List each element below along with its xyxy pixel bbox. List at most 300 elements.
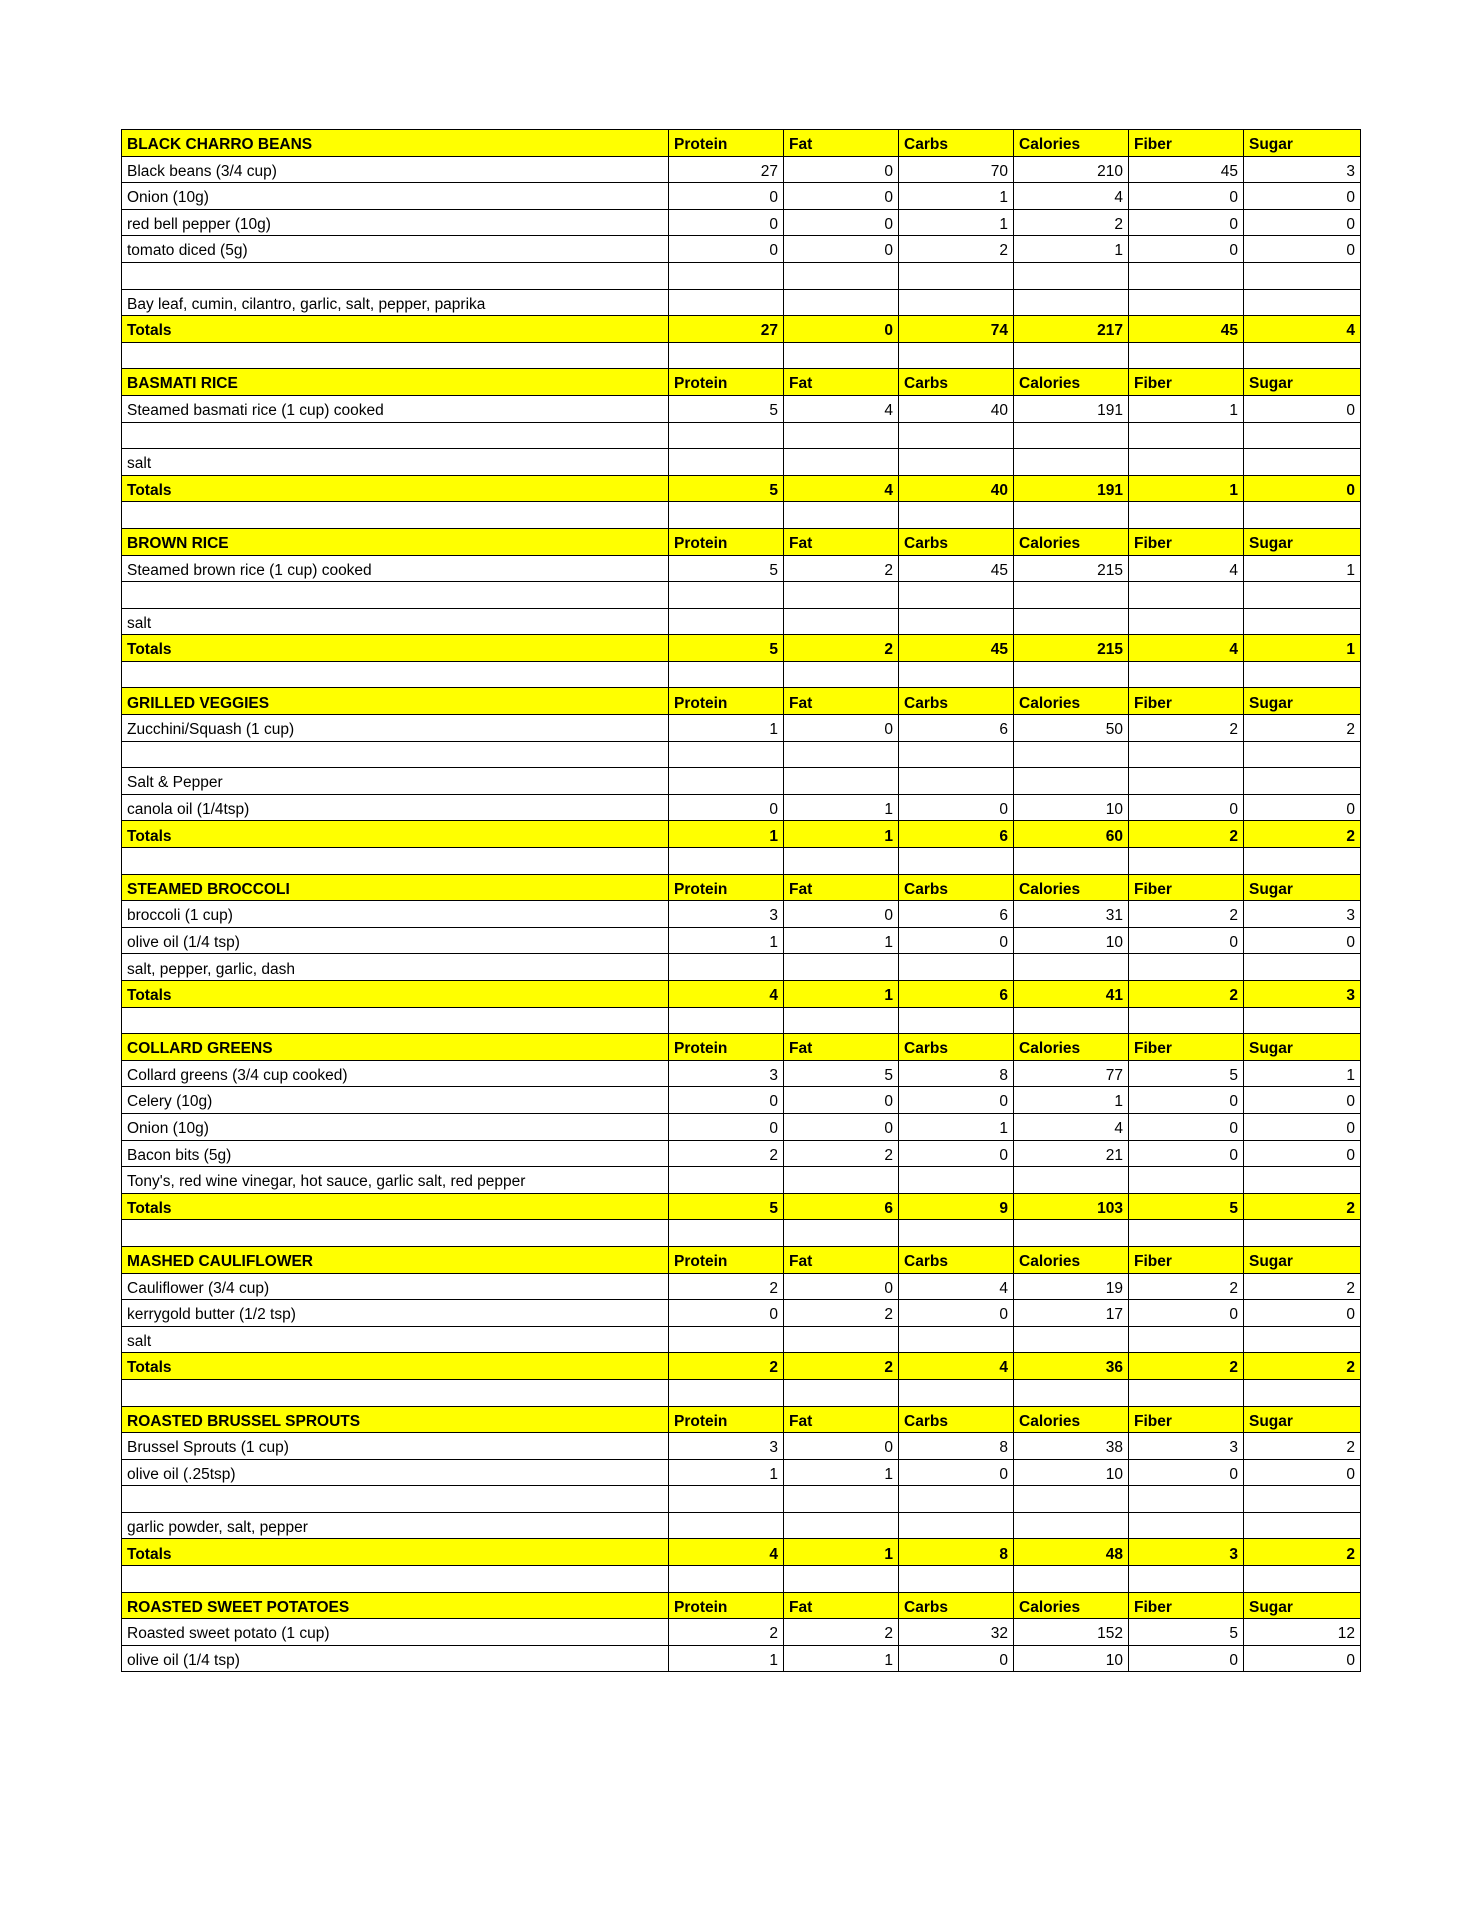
ingredient-name-cell[interactable]: Black beans (3/4 cup) xyxy=(122,156,669,183)
total-cell-calories[interactable]: 217 xyxy=(1014,316,1129,343)
value-cell-calories[interactable]: 210 xyxy=(1014,156,1129,183)
value-cell-sugar[interactable]: 0 xyxy=(1244,236,1361,263)
total-cell-carbs[interactable]: 9 xyxy=(899,1193,1014,1220)
value-cell-fat[interactable]: 1 xyxy=(784,927,899,954)
value-cell-fat[interactable] xyxy=(784,582,899,609)
value-cell-fiber[interactable]: 0 xyxy=(1129,1113,1244,1140)
empty-cell[interactable] xyxy=(122,1220,669,1247)
totals-label[interactable]: Totals xyxy=(122,635,669,662)
value-cell-calories[interactable]: 2 xyxy=(1014,209,1129,236)
value-cell-calories[interactable]: 77 xyxy=(1014,1060,1129,1087)
totals-label[interactable]: Totals xyxy=(122,1193,669,1220)
empty-cell[interactable] xyxy=(669,342,784,369)
value-cell-carbs[interactable] xyxy=(899,289,1014,316)
ingredient-name-cell[interactable]: salt xyxy=(122,449,669,476)
value-cell-fiber[interactable]: 0 xyxy=(1129,1087,1244,1114)
total-cell-fiber[interactable]: 45 xyxy=(1129,316,1244,343)
column-header-calories[interactable]: Calories xyxy=(1014,130,1129,157)
empty-cell[interactable] xyxy=(122,342,669,369)
empty-cell[interactable] xyxy=(899,1379,1014,1406)
value-cell-sugar[interactable]: 0 xyxy=(1244,927,1361,954)
column-header-protein[interactable]: Protein xyxy=(669,369,784,396)
value-cell-fat[interactable]: 1 xyxy=(784,1459,899,1486)
value-cell-sugar[interactable] xyxy=(1244,449,1361,476)
empty-cell[interactable] xyxy=(1014,342,1129,369)
value-cell-fiber[interactable]: 0 xyxy=(1129,1300,1244,1327)
total-cell-fat[interactable]: 1 xyxy=(784,821,899,848)
value-cell-fat[interactable] xyxy=(784,608,899,635)
column-header-carbs[interactable]: Carbs xyxy=(899,1246,1014,1273)
ingredient-name-cell[interactable]: Collard greens (3/4 cup cooked) xyxy=(122,1060,669,1087)
empty-cell[interactable] xyxy=(1244,1220,1361,1247)
value-cell-protein[interactable]: 5 xyxy=(669,395,784,422)
value-cell-fiber[interactable]: 0 xyxy=(1129,1459,1244,1486)
value-cell-fiber[interactable]: 0 xyxy=(1129,183,1244,210)
totals-label[interactable]: Totals xyxy=(122,316,669,343)
ingredient-name-cell[interactable] xyxy=(122,422,669,449)
ingredient-name-cell[interactable]: Bay leaf, cumin, cilantro, garlic, salt, pepper, paprika xyxy=(122,289,669,316)
value-cell-sugar[interactable]: 12 xyxy=(1244,1619,1361,1646)
value-cell-fiber[interactable]: 3 xyxy=(1129,1433,1244,1460)
value-cell-carbs[interactable] xyxy=(899,1486,1014,1513)
value-cell-fat[interactable] xyxy=(784,262,899,289)
value-cell-fat[interactable] xyxy=(784,768,899,795)
value-cell-calories[interactable]: 10 xyxy=(1014,927,1129,954)
column-header-sugar[interactable]: Sugar xyxy=(1244,528,1361,555)
total-cell-fiber[interactable]: 4 xyxy=(1129,635,1244,662)
total-cell-carbs[interactable]: 45 xyxy=(899,635,1014,662)
ingredient-name-cell[interactable]: garlic powder, salt, pepper xyxy=(122,1512,669,1539)
section-title[interactable]: ROASTED BRUSSEL SPROUTS xyxy=(122,1406,669,1433)
value-cell-sugar[interactable] xyxy=(1244,768,1361,795)
column-header-calories[interactable]: Calories xyxy=(1014,1592,1129,1619)
value-cell-calories[interactable]: 1 xyxy=(1014,1087,1129,1114)
value-cell-carbs[interactable]: 1 xyxy=(899,209,1014,236)
empty-cell[interactable] xyxy=(784,848,899,875)
value-cell-calories[interactable] xyxy=(1014,1326,1129,1353)
value-cell-fiber[interactable]: 4 xyxy=(1129,555,1244,582)
value-cell-fat[interactable]: 1 xyxy=(784,794,899,821)
ingredient-name-cell[interactable]: kerrygold butter (1/2 tsp) xyxy=(122,1300,669,1327)
value-cell-calories[interactable] xyxy=(1014,262,1129,289)
value-cell-fiber[interactable] xyxy=(1129,449,1244,476)
value-cell-carbs[interactable]: 32 xyxy=(899,1619,1014,1646)
empty-cell[interactable] xyxy=(1244,661,1361,688)
value-cell-fiber[interactable]: 0 xyxy=(1129,794,1244,821)
value-cell-carbs[interactable]: 4 xyxy=(899,1273,1014,1300)
column-header-carbs[interactable]: Carbs xyxy=(899,874,1014,901)
value-cell-sugar[interactable] xyxy=(1244,582,1361,609)
ingredient-name-cell[interactable]: Salt & Pepper xyxy=(122,768,669,795)
total-cell-fat[interactable]: 1 xyxy=(784,1539,899,1566)
column-header-sugar[interactable]: Sugar xyxy=(1244,688,1361,715)
value-cell-calories[interactable] xyxy=(1014,1167,1129,1194)
value-cell-protein[interactable] xyxy=(669,768,784,795)
value-cell-calories[interactable]: 4 xyxy=(1014,183,1129,210)
column-header-sugar[interactable]: Sugar xyxy=(1244,1246,1361,1273)
total-cell-protein[interactable]: 4 xyxy=(669,1539,784,1566)
value-cell-carbs[interactable] xyxy=(899,449,1014,476)
value-cell-fiber[interactable] xyxy=(1129,422,1244,449)
total-cell-fat[interactable]: 0 xyxy=(784,316,899,343)
value-cell-carbs[interactable] xyxy=(899,1326,1014,1353)
value-cell-fat[interactable]: 4 xyxy=(784,395,899,422)
ingredient-name-cell[interactable]: Steamed basmati rice (1 cup) cooked xyxy=(122,395,669,422)
column-header-fat[interactable]: Fat xyxy=(784,1034,899,1061)
value-cell-sugar[interactable]: 1 xyxy=(1244,555,1361,582)
empty-cell[interactable] xyxy=(669,1566,784,1593)
empty-cell[interactable] xyxy=(1129,848,1244,875)
column-header-fat[interactable]: Fat xyxy=(784,369,899,396)
value-cell-sugar[interactable] xyxy=(1244,1167,1361,1194)
column-header-fiber[interactable]: Fiber xyxy=(1129,528,1244,555)
column-header-fiber[interactable]: Fiber xyxy=(1129,130,1244,157)
value-cell-fat[interactable]: 2 xyxy=(784,1140,899,1167)
empty-cell[interactable] xyxy=(1014,502,1129,529)
value-cell-protein[interactable]: 3 xyxy=(669,1060,784,1087)
value-cell-carbs[interactable]: 0 xyxy=(899,1087,1014,1114)
total-cell-sugar[interactable]: 3 xyxy=(1244,981,1361,1008)
value-cell-fat[interactable]: 2 xyxy=(784,1619,899,1646)
ingredient-name-cell[interactable]: Tony's, red wine vinegar, hot sauce, garlic salt, red pepper xyxy=(122,1167,669,1194)
column-header-sugar[interactable]: Sugar xyxy=(1244,1034,1361,1061)
value-cell-calories[interactable]: 215 xyxy=(1014,555,1129,582)
section-title[interactable]: BROWN RICE xyxy=(122,528,669,555)
value-cell-fat[interactable] xyxy=(784,1326,899,1353)
total-cell-sugar[interactable]: 4 xyxy=(1244,316,1361,343)
total-cell-protein[interactable]: 1 xyxy=(669,821,784,848)
column-header-carbs[interactable]: Carbs xyxy=(899,1034,1014,1061)
column-header-calories[interactable]: Calories xyxy=(1014,688,1129,715)
value-cell-calories[interactable] xyxy=(1014,422,1129,449)
empty-cell[interactable] xyxy=(669,661,784,688)
value-cell-calories[interactable]: 31 xyxy=(1014,901,1129,928)
value-cell-calories[interactable]: 19 xyxy=(1014,1273,1129,1300)
column-header-protein[interactable]: Protein xyxy=(669,1034,784,1061)
ingredient-name-cell[interactable]: olive oil (1/4 tsp) xyxy=(122,927,669,954)
column-header-fat[interactable]: Fat xyxy=(784,528,899,555)
ingredient-name-cell[interactable]: canola oil (1/4tsp) xyxy=(122,794,669,821)
ingredient-name-cell[interactable] xyxy=(122,262,669,289)
value-cell-protein[interactable]: 0 xyxy=(669,209,784,236)
value-cell-protein[interactable]: 1 xyxy=(669,927,784,954)
empty-cell[interactable] xyxy=(899,502,1014,529)
value-cell-fat[interactable]: 2 xyxy=(784,555,899,582)
total-cell-fiber[interactable]: 2 xyxy=(1129,821,1244,848)
value-cell-carbs[interactable]: 0 xyxy=(899,927,1014,954)
total-cell-carbs[interactable]: 6 xyxy=(899,981,1014,1008)
empty-cell[interactable] xyxy=(784,661,899,688)
value-cell-protein[interactable]: 2 xyxy=(669,1140,784,1167)
value-cell-sugar[interactable]: 0 xyxy=(1244,1140,1361,1167)
empty-cell[interactable] xyxy=(1129,1220,1244,1247)
column-header-calories[interactable]: Calories xyxy=(1014,369,1129,396)
value-cell-protein[interactable]: 0 xyxy=(669,1300,784,1327)
empty-cell[interactable] xyxy=(1129,1379,1244,1406)
total-cell-calories[interactable]: 191 xyxy=(1014,475,1129,502)
column-header-calories[interactable]: Calories xyxy=(1014,1246,1129,1273)
value-cell-sugar[interactable] xyxy=(1244,954,1361,981)
value-cell-fat[interactable]: 0 xyxy=(784,183,899,210)
empty-cell[interactable] xyxy=(1129,1007,1244,1034)
value-cell-sugar[interactable]: 3 xyxy=(1244,901,1361,928)
value-cell-fat[interactable]: 0 xyxy=(784,1087,899,1114)
value-cell-fiber[interactable]: 1 xyxy=(1129,395,1244,422)
ingredient-name-cell[interactable]: Bacon bits (5g) xyxy=(122,1140,669,1167)
value-cell-protein[interactable]: 1 xyxy=(669,1459,784,1486)
value-cell-calories[interactable]: 50 xyxy=(1014,715,1129,742)
value-cell-carbs[interactable] xyxy=(899,582,1014,609)
value-cell-fat[interactable]: 0 xyxy=(784,1273,899,1300)
empty-cell[interactable] xyxy=(122,502,669,529)
value-cell-fiber[interactable]: 5 xyxy=(1129,1619,1244,1646)
total-cell-calories[interactable]: 60 xyxy=(1014,821,1129,848)
ingredient-name-cell[interactable]: red bell pepper (10g) xyxy=(122,209,669,236)
value-cell-fiber[interactable]: 0 xyxy=(1129,209,1244,236)
ingredient-name-cell[interactable] xyxy=(122,1486,669,1513)
value-cell-fiber[interactable]: 2 xyxy=(1129,715,1244,742)
value-cell-carbs[interactable] xyxy=(899,1167,1014,1194)
total-cell-fiber[interactable]: 1 xyxy=(1129,475,1244,502)
value-cell-carbs[interactable] xyxy=(899,768,1014,795)
value-cell-carbs[interactable]: 0 xyxy=(899,794,1014,821)
value-cell-fiber[interactable] xyxy=(1129,768,1244,795)
totals-label[interactable]: Totals xyxy=(122,1539,669,1566)
column-header-sugar[interactable]: Sugar xyxy=(1244,874,1361,901)
column-header-carbs[interactable]: Carbs xyxy=(899,369,1014,396)
empty-cell[interactable] xyxy=(1244,1566,1361,1593)
totals-label[interactable]: Totals xyxy=(122,1353,669,1380)
value-cell-fiber[interactable]: 2 xyxy=(1129,1273,1244,1300)
value-cell-protein[interactable]: 0 xyxy=(669,1113,784,1140)
empty-cell[interactable] xyxy=(669,1220,784,1247)
empty-cell[interactable] xyxy=(122,848,669,875)
ingredient-name-cell[interactable]: Onion (10g) xyxy=(122,183,669,210)
totals-label[interactable]: Totals xyxy=(122,821,669,848)
value-cell-calories[interactable]: 191 xyxy=(1014,395,1129,422)
empty-cell[interactable] xyxy=(1014,1379,1129,1406)
column-header-sugar[interactable]: Sugar xyxy=(1244,1592,1361,1619)
total-cell-calories[interactable]: 48 xyxy=(1014,1539,1129,1566)
empty-cell[interactable] xyxy=(1129,1566,1244,1593)
section-title[interactable]: BASMATI RICE xyxy=(122,369,669,396)
total-cell-fat[interactable]: 2 xyxy=(784,635,899,662)
value-cell-sugar[interactable]: 0 xyxy=(1244,1300,1361,1327)
value-cell-fat[interactable]: 0 xyxy=(784,236,899,263)
section-title[interactable]: STEAMED BROCCOLI xyxy=(122,874,669,901)
column-header-fiber[interactable]: Fiber xyxy=(1129,1034,1244,1061)
value-cell-protein[interactable] xyxy=(669,954,784,981)
empty-cell[interactable] xyxy=(784,342,899,369)
value-cell-sugar[interactable]: 2 xyxy=(1244,715,1361,742)
total-cell-fat[interactable]: 4 xyxy=(784,475,899,502)
empty-cell[interactable] xyxy=(669,502,784,529)
value-cell-protein[interactable]: 2 xyxy=(669,1619,784,1646)
total-cell-fat[interactable]: 6 xyxy=(784,1193,899,1220)
value-cell-fiber[interactable] xyxy=(1129,608,1244,635)
column-header-carbs[interactable]: Carbs xyxy=(899,1406,1014,1433)
empty-cell[interactable] xyxy=(899,342,1014,369)
total-cell-carbs[interactable]: 40 xyxy=(899,475,1014,502)
total-cell-sugar[interactable]: 2 xyxy=(1244,1353,1361,1380)
value-cell-sugar[interactable]: 0 xyxy=(1244,395,1361,422)
column-header-carbs[interactable]: Carbs xyxy=(899,688,1014,715)
total-cell-fiber[interactable]: 2 xyxy=(1129,981,1244,1008)
section-title[interactable]: BLACK CHARRO BEANS xyxy=(122,130,669,157)
ingredient-name-cell[interactable]: Cauliflower (3/4 cup) xyxy=(122,1273,669,1300)
total-cell-protein[interactable]: 5 xyxy=(669,635,784,662)
column-header-fat[interactable]: Fat xyxy=(784,130,899,157)
empty-cell[interactable] xyxy=(1129,502,1244,529)
value-cell-protein[interactable] xyxy=(669,1512,784,1539)
value-cell-protein[interactable] xyxy=(669,1486,784,1513)
empty-cell[interactable] xyxy=(899,1007,1014,1034)
value-cell-carbs[interactable] xyxy=(899,1512,1014,1539)
value-cell-protein[interactable]: 0 xyxy=(669,794,784,821)
totals-label[interactable]: Totals xyxy=(122,981,669,1008)
value-cell-fiber[interactable] xyxy=(1129,741,1244,768)
value-cell-fiber[interactable] xyxy=(1129,1486,1244,1513)
value-cell-sugar[interactable] xyxy=(1244,1486,1361,1513)
value-cell-calories[interactable]: 10 xyxy=(1014,794,1129,821)
empty-cell[interactable] xyxy=(122,1566,669,1593)
total-cell-sugar[interactable]: 2 xyxy=(1244,821,1361,848)
column-header-fiber[interactable]: Fiber xyxy=(1129,1246,1244,1273)
value-cell-fiber[interactable] xyxy=(1129,289,1244,316)
value-cell-protein[interactable] xyxy=(669,262,784,289)
empty-cell[interactable] xyxy=(1244,502,1361,529)
value-cell-calories[interactable]: 38 xyxy=(1014,1433,1129,1460)
value-cell-carbs[interactable]: 0 xyxy=(899,1459,1014,1486)
empty-cell[interactable] xyxy=(669,1007,784,1034)
total-cell-calories[interactable]: 215 xyxy=(1014,635,1129,662)
empty-cell[interactable] xyxy=(122,1379,669,1406)
value-cell-carbs[interactable] xyxy=(899,422,1014,449)
column-header-fiber[interactable]: Fiber xyxy=(1129,688,1244,715)
total-cell-protein[interactable]: 2 xyxy=(669,1353,784,1380)
value-cell-fat[interactable]: 0 xyxy=(784,156,899,183)
value-cell-sugar[interactable] xyxy=(1244,741,1361,768)
value-cell-sugar[interactable] xyxy=(1244,422,1361,449)
empty-cell[interactable] xyxy=(1014,848,1129,875)
value-cell-calories[interactable] xyxy=(1014,1486,1129,1513)
value-cell-carbs[interactable]: 1 xyxy=(899,183,1014,210)
value-cell-fiber[interactable] xyxy=(1129,582,1244,609)
ingredient-name-cell[interactable]: Roasted sweet potato (1 cup) xyxy=(122,1619,669,1646)
value-cell-calories[interactable] xyxy=(1014,608,1129,635)
value-cell-protein[interactable] xyxy=(669,741,784,768)
value-cell-sugar[interactable]: 2 xyxy=(1244,1273,1361,1300)
empty-cell[interactable] xyxy=(1244,848,1361,875)
value-cell-carbs[interactable] xyxy=(899,262,1014,289)
value-cell-fat[interactable] xyxy=(784,954,899,981)
value-cell-carbs[interactable]: 0 xyxy=(899,1300,1014,1327)
value-cell-sugar[interactable] xyxy=(1244,1326,1361,1353)
value-cell-protein[interactable]: 0 xyxy=(669,1087,784,1114)
total-cell-protein[interactable]: 27 xyxy=(669,316,784,343)
value-cell-fat[interactable] xyxy=(784,289,899,316)
column-header-carbs[interactable]: Carbs xyxy=(899,130,1014,157)
value-cell-sugar[interactable] xyxy=(1244,608,1361,635)
value-cell-calories[interactable] xyxy=(1014,289,1129,316)
value-cell-calories[interactable] xyxy=(1014,741,1129,768)
value-cell-protein[interactable]: 3 xyxy=(669,901,784,928)
value-cell-carbs[interactable]: 8 xyxy=(899,1433,1014,1460)
total-cell-protein[interactable]: 5 xyxy=(669,475,784,502)
column-header-protein[interactable]: Protein xyxy=(669,130,784,157)
column-header-protein[interactable]: Protein xyxy=(669,688,784,715)
value-cell-fat[interactable] xyxy=(784,741,899,768)
value-cell-calories[interactable] xyxy=(1014,768,1129,795)
column-header-protein[interactable]: Protein xyxy=(669,1592,784,1619)
value-cell-sugar[interactable]: 0 xyxy=(1244,209,1361,236)
column-header-fat[interactable]: Fat xyxy=(784,688,899,715)
value-cell-protein[interactable]: 0 xyxy=(669,236,784,263)
total-cell-carbs[interactable]: 6 xyxy=(899,821,1014,848)
total-cell-protein[interactable]: 4 xyxy=(669,981,784,1008)
column-header-calories[interactable]: Calories xyxy=(1014,528,1129,555)
column-header-calories[interactable]: Calories xyxy=(1014,874,1129,901)
value-cell-fat[interactable]: 0 xyxy=(784,715,899,742)
empty-cell[interactable] xyxy=(1244,342,1361,369)
empty-cell[interactable] xyxy=(122,661,669,688)
empty-cell[interactable] xyxy=(1244,1379,1361,1406)
value-cell-protein[interactable] xyxy=(669,582,784,609)
empty-cell[interactable] xyxy=(1129,342,1244,369)
value-cell-carbs[interactable]: 6 xyxy=(899,901,1014,928)
value-cell-protein[interactable] xyxy=(669,422,784,449)
column-header-fat[interactable]: Fat xyxy=(784,1406,899,1433)
ingredient-name-cell[interactable] xyxy=(122,741,669,768)
section-title[interactable]: GRILLED VEGGIES xyxy=(122,688,669,715)
value-cell-fat[interactable] xyxy=(784,1486,899,1513)
value-cell-calories[interactable] xyxy=(1014,449,1129,476)
ingredient-name-cell[interactable]: salt, pepper, garlic, dash xyxy=(122,954,669,981)
column-header-fat[interactable]: Fat xyxy=(784,1592,899,1619)
value-cell-protein[interactable] xyxy=(669,449,784,476)
value-cell-fat[interactable] xyxy=(784,449,899,476)
empty-cell[interactable] xyxy=(784,502,899,529)
value-cell-carbs[interactable] xyxy=(899,608,1014,635)
value-cell-calories[interactable]: 4 xyxy=(1014,1113,1129,1140)
column-header-sugar[interactable]: Sugar xyxy=(1244,1406,1361,1433)
value-cell-fiber[interactable]: 0 xyxy=(1129,1645,1244,1672)
value-cell-sugar[interactable]: 0 xyxy=(1244,183,1361,210)
column-header-fiber[interactable]: Fiber xyxy=(1129,369,1244,396)
value-cell-protein[interactable]: 27 xyxy=(669,156,784,183)
column-header-protein[interactable]: Protein xyxy=(669,1406,784,1433)
column-header-protein[interactable]: Protein xyxy=(669,528,784,555)
ingredient-name-cell[interactable]: Steamed brown rice (1 cup) cooked xyxy=(122,555,669,582)
column-header-fat[interactable]: Fat xyxy=(784,1246,899,1273)
total-cell-calories[interactable]: 103 xyxy=(1014,1193,1129,1220)
total-cell-carbs[interactable]: 8 xyxy=(899,1539,1014,1566)
value-cell-fat[interactable]: 0 xyxy=(784,209,899,236)
total-cell-fat[interactable]: 2 xyxy=(784,1353,899,1380)
value-cell-protein[interactable]: 2 xyxy=(669,1273,784,1300)
value-cell-calories[interactable]: 1 xyxy=(1014,236,1129,263)
value-cell-sugar[interactable]: 0 xyxy=(1244,1645,1361,1672)
value-cell-carbs[interactable] xyxy=(899,741,1014,768)
column-header-protein[interactable]: Protein xyxy=(669,874,784,901)
empty-cell[interactable] xyxy=(899,848,1014,875)
value-cell-sugar[interactable]: 3 xyxy=(1244,156,1361,183)
value-cell-fiber[interactable] xyxy=(1129,954,1244,981)
value-cell-sugar[interactable]: 0 xyxy=(1244,1113,1361,1140)
value-cell-carbs[interactable]: 70 xyxy=(899,156,1014,183)
total-cell-fiber[interactable]: 2 xyxy=(1129,1353,1244,1380)
value-cell-fat[interactable]: 1 xyxy=(784,1645,899,1672)
